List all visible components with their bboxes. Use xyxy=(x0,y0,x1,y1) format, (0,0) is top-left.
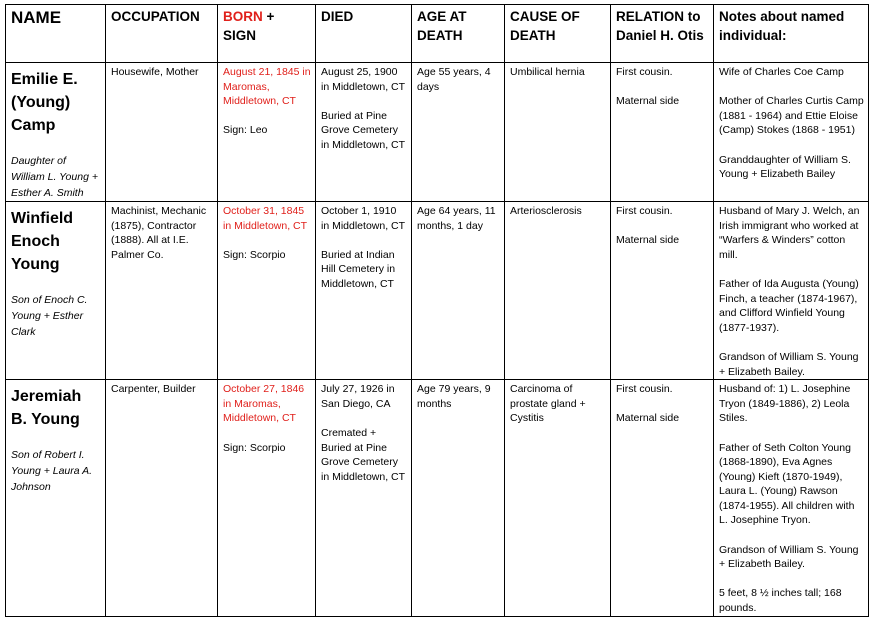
occupation-cell: Carpenter, Builder xyxy=(106,380,218,617)
note-line: Mother of Charles Curtis Camp (1881 - 1964) and Ettie Eloise (Camp) Stokes (1868 - 1951) xyxy=(719,95,864,137)
person-parents: Daughter of William L. Young + Esther A. Smith xyxy=(11,155,98,199)
relation-degree: First cousin. xyxy=(616,66,673,78)
age-cell: Age 64 years, 11 months, 1 day xyxy=(412,202,505,380)
note-line: Father of Ida Augusta (Young) Finch, a teacher (1874-1967), and Clifford Winfield Young (1877-1937). xyxy=(719,277,859,334)
notes-cell xyxy=(714,63,869,202)
name-cell xyxy=(6,380,106,617)
person-parents: Son of Robert I. Young + Laura A. Johnson xyxy=(11,449,93,494)
death-date-place: October 1, 1910 in Middletown, CT xyxy=(321,205,406,232)
person-name: Jeremiah B. Young xyxy=(11,388,82,429)
header-born-label: BORN xyxy=(223,9,263,24)
zodiac-sign: Sign: Scorpio xyxy=(223,248,286,261)
note-line: Husband of: 1) L. Josephine Tryon (1849-1886), 2) Leola Stiles. xyxy=(719,383,851,425)
header-age: AGE AT DEATH xyxy=(412,5,505,63)
note-line: Father of Seth Colton Young (1868-1890), Eva Agnes (Young) Kieft (1870-1949), Laura L. (Young) Rawson (1874-1955). All children with L. Josephine Tryon. xyxy=(719,441,855,527)
name-cell xyxy=(6,202,106,380)
person-name: Emilie E. (Young) Camp xyxy=(11,71,78,134)
died-cell xyxy=(316,63,412,202)
header-occupation: OCCUPATION xyxy=(106,5,218,63)
relation-side: Maternal side xyxy=(616,412,680,425)
occupation-cell: Housewife, Mother xyxy=(106,63,218,202)
table-row xyxy=(6,202,869,380)
name-cell xyxy=(6,63,106,202)
table-row xyxy=(6,63,869,202)
person-parents: Son of Enoch C. Young + Esther Clark xyxy=(11,294,88,338)
age-cell: Age 55 years, 4 days xyxy=(412,63,505,202)
birth-date-place: August 21, 1845 in Maromas, Middletown, CT xyxy=(223,66,311,108)
cause-cell: Arteriosclerosis xyxy=(505,202,611,380)
header-notes: Notes about named individual: xyxy=(714,5,869,63)
note-line: Granddaughter of William S. Young + Elizabeth Bailey xyxy=(719,153,851,181)
born-cell xyxy=(218,380,316,617)
died-cell xyxy=(316,380,412,617)
burial-place: Buried at Indian Hill Cemetery in Middletown, CT xyxy=(321,248,396,290)
relation-degree: First cousin. xyxy=(616,205,673,217)
birth-date-place: October 27, 1846 in Maromas, Middletown, CT xyxy=(223,383,305,425)
age-cell: Age 79 years, 9 months xyxy=(412,380,505,617)
cause-cell: Carcinoma of prostate gland + Cystitis xyxy=(505,380,611,617)
header-name: NAME xyxy=(6,5,106,63)
died-cell xyxy=(316,202,412,380)
born-cell xyxy=(218,202,316,380)
note-line: Grandson of William S. Young + Elizabeth Bailey. xyxy=(719,543,859,571)
header-cause: CAUSE OF DEATH xyxy=(505,5,611,63)
header-born xyxy=(218,5,316,63)
death-date-place: August 25, 1900 in Middletown, CT xyxy=(321,66,406,93)
genealogy-table xyxy=(5,4,869,617)
header-relation: RELATION to Daniel H. Otis xyxy=(611,5,714,63)
birth-date-place: October 31, 1845 in Middletown, CT xyxy=(223,205,308,232)
table-row xyxy=(6,380,869,617)
note-line: Wife of Charles Coe Camp xyxy=(719,66,844,78)
burial-place: Cremated + Buried at Pine Grove Cemetery in Middletown, CT xyxy=(321,426,406,483)
relation-side: Maternal side xyxy=(616,95,680,108)
note-line: Grandson of William S. Young + Elizabeth Bailey. xyxy=(719,350,859,378)
death-date-place: July 27, 1926 in San Diego, CA xyxy=(321,383,395,410)
header-row xyxy=(6,5,869,63)
relation-side: Maternal side xyxy=(616,234,680,247)
burial-place: Buried at Pine Grove Cemetery in Middletown, CT xyxy=(321,109,406,151)
born-cell xyxy=(218,63,316,202)
notes-cell xyxy=(714,380,869,617)
person-name: Winfield Enoch Young xyxy=(11,210,74,273)
relation-cell xyxy=(611,202,714,380)
relation-cell xyxy=(611,380,714,617)
relation-cell xyxy=(611,63,714,202)
cause-cell: Umbilical hernia xyxy=(505,63,611,202)
occupation-cell: Machinist, Mechanic (1875), Contractor (1888). All at I.E. Palmer Co. xyxy=(106,202,218,380)
zodiac-sign: Sign: Scorpio xyxy=(223,441,286,454)
relation-degree: First cousin. xyxy=(616,383,673,396)
header-sign-label: + SIGN xyxy=(223,9,275,43)
zodiac-sign: Sign: Leo xyxy=(223,124,268,137)
note-line: Husband of Mary J. Welch, an Irish immigrant who worked at “Warfers & Winders” cotton mill. xyxy=(719,205,860,261)
header-died: DIED xyxy=(316,5,412,63)
notes-cell xyxy=(714,202,869,380)
note-line: 5 feet, 8 ½ inches tall; 168 pounds. xyxy=(719,587,842,615)
